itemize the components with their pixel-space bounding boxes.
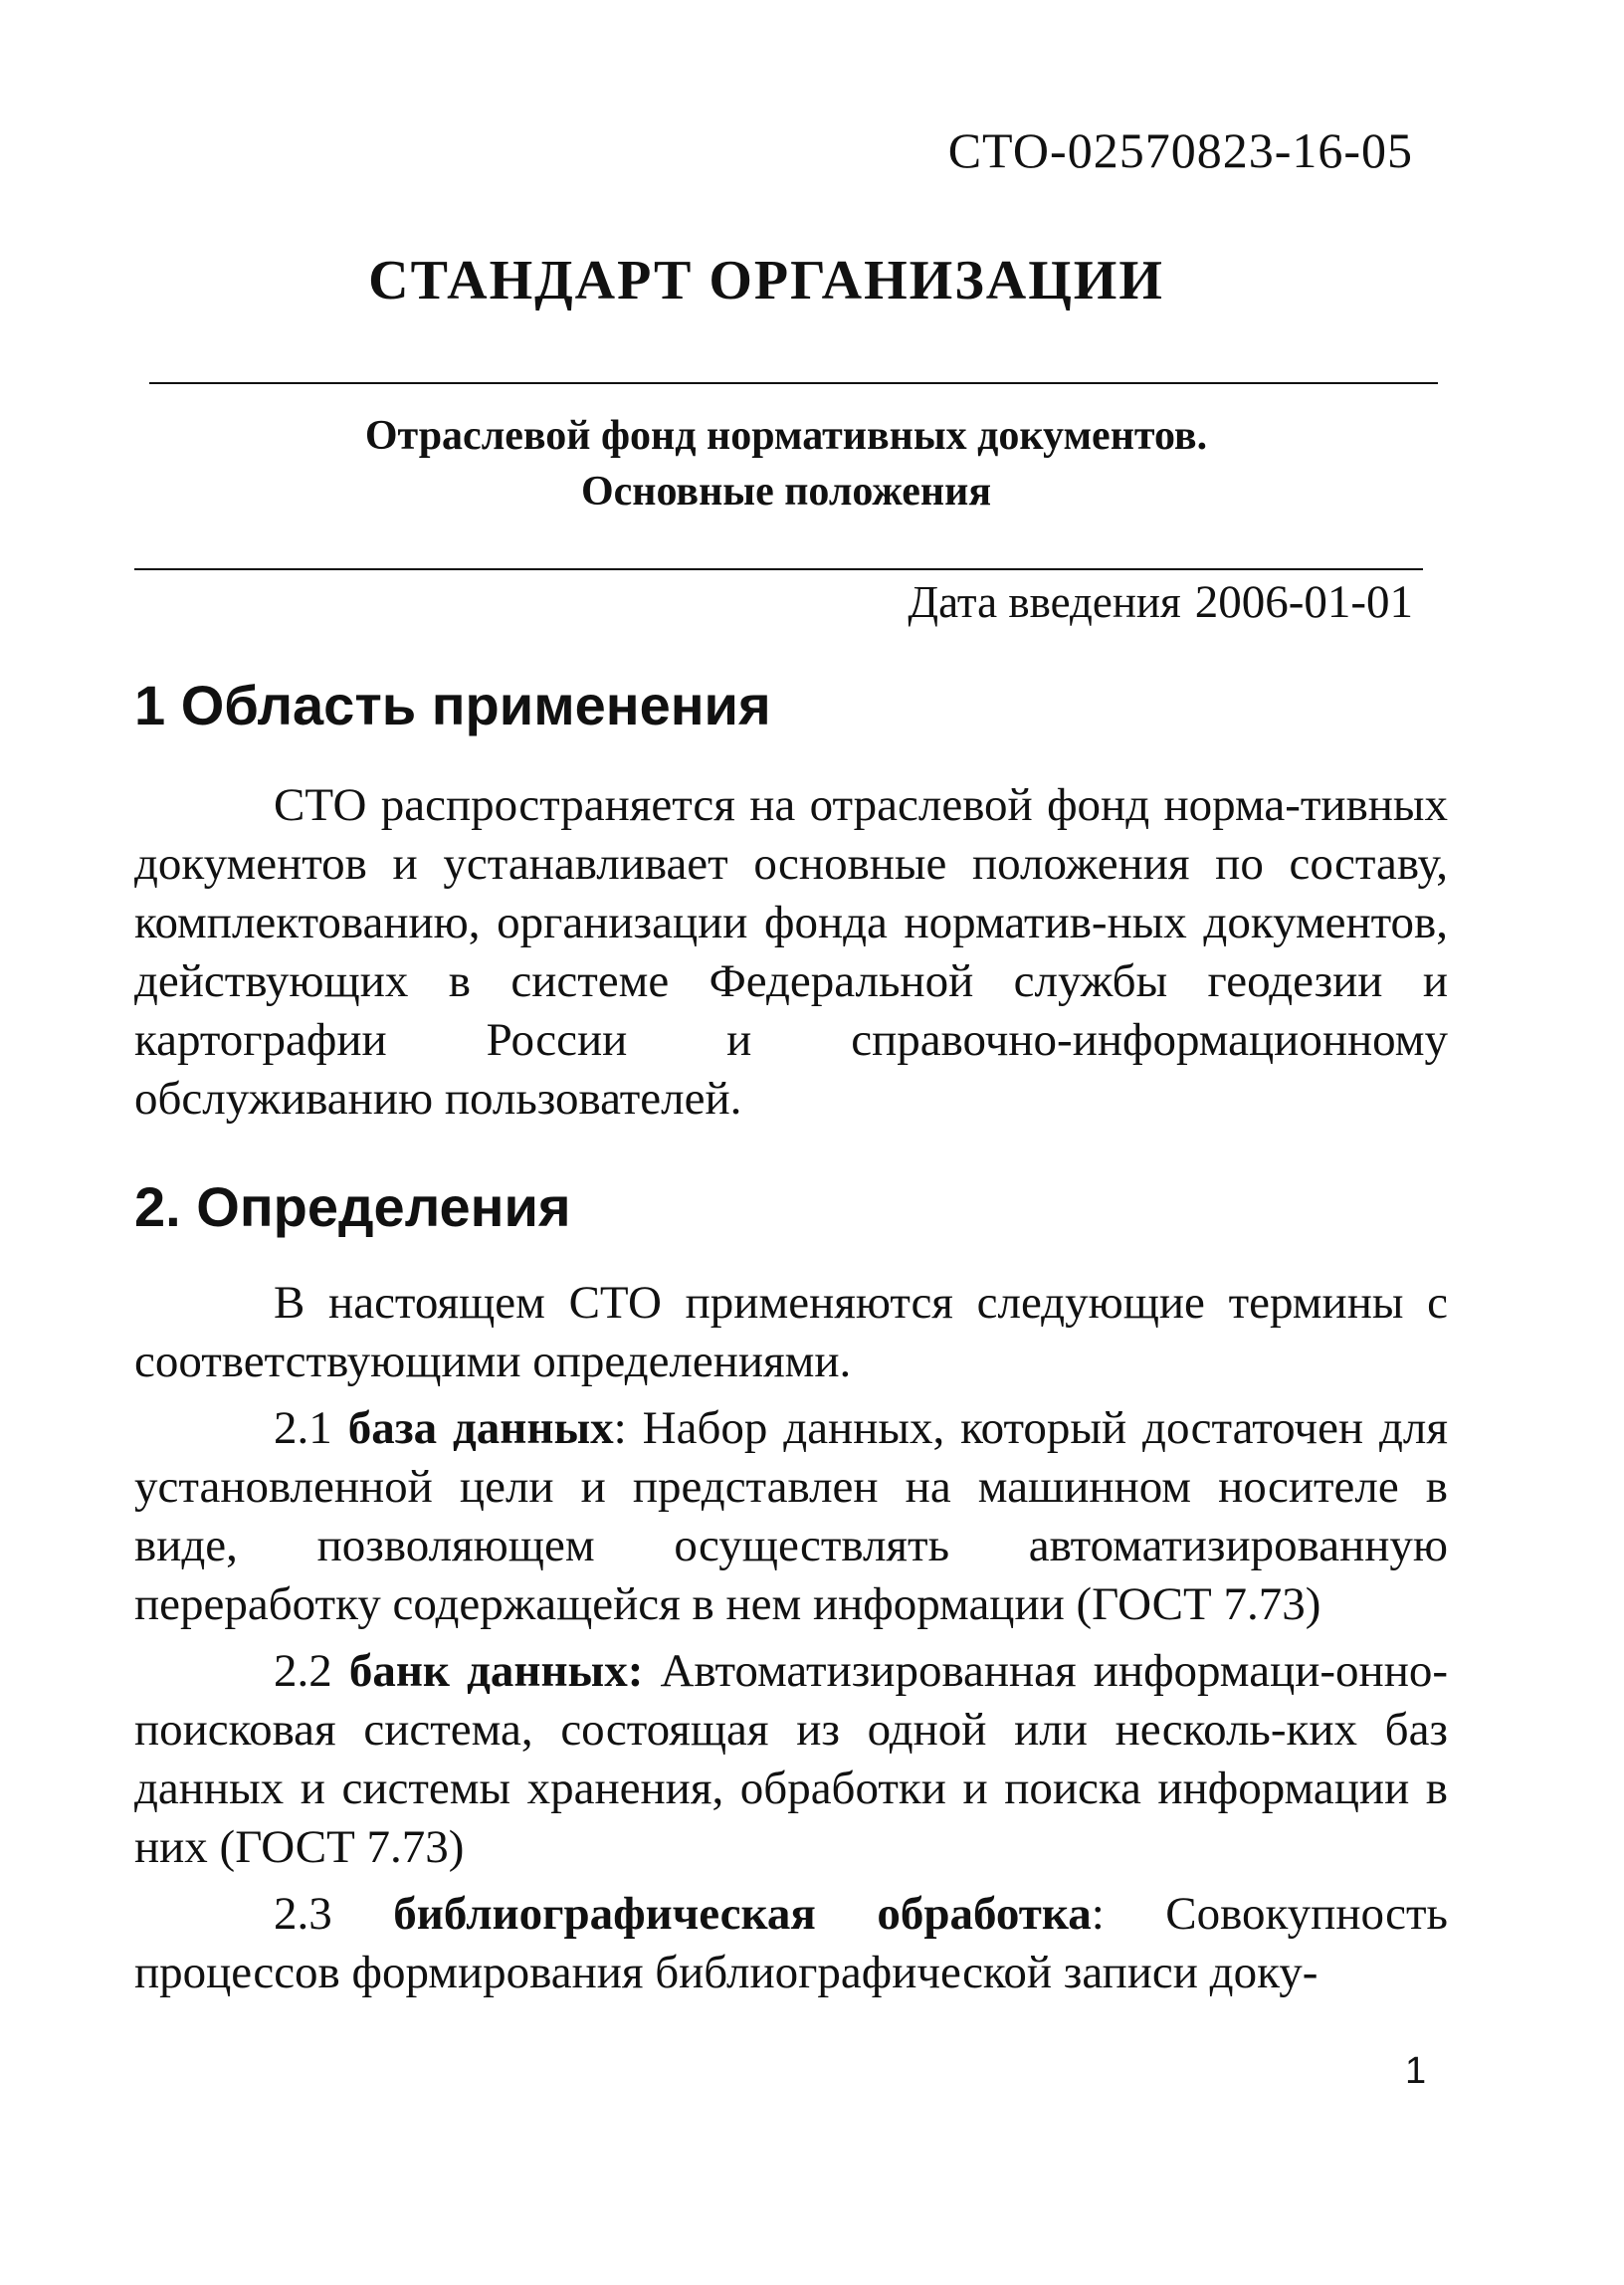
definition-separator: : — [613, 1402, 627, 1454]
section-2-intro: В настоящем СТО применяются следующие термины с соответствующими определениями. — [134, 1277, 1448, 1387]
definition-text: Совокупность процессов формирования библиографической записи доку- — [134, 1888, 1448, 1998]
top-rule — [149, 382, 1438, 384]
section-2-heading: 2. Определения — [134, 1175, 571, 1238]
definition-term: банк данных: — [348, 1645, 644, 1697]
section-1-paragraph: СТО распространяется на отраслевой фонд норма-тивных документов и устанавливает основные положения по составу, комплектованию, организации фонда норматив-ных документов, действующих в системе Федеральной службы геодезии и картографии России и справочно-информационному обслуживанию пользователей. — [134, 779, 1448, 1125]
definition-term: библиографическая обработка — [393, 1888, 1092, 1940]
definition-text: Автоматизированная информаци-онно-поисковая система, состоящая из одной или несколь-ких баз данных и системы хранения, обработки и поиска информации в них (ГОСТ 7.73) — [134, 1645, 1448, 1873]
subtitle-line-1: Отраслевой фонд нормативных документов. — [364, 413, 1208, 459]
subtitle-line-2: Основные положения — [580, 469, 992, 515]
definition-text: Набор данных, который достаточен для установленной цели и представлен на машинном носителе в виде, позволяющем осуществлять автоматизированную переработку содержащейся в нем информации (ГОСТ 7.73) — [134, 1402, 1448, 1630]
intro-date-value: 2006-01-01 — [1194, 576, 1413, 628]
introduction-date — [908, 575, 1413, 629]
definition-separator: : — [1091, 1888, 1105, 1940]
section-1-heading: 1 Область применения — [134, 674, 771, 736]
intro-date-label: Дата введения — [908, 577, 1181, 627]
definition-item — [134, 1399, 1448, 1634]
definition-item — [134, 1885, 1448, 2002]
page-number: 1 — [1405, 2050, 1427, 2092]
section-2-body — [134, 1274, 1448, 2002]
definition-number: 2.2 — [274, 1645, 332, 1697]
section-1-body — [134, 776, 1448, 1129]
definition-item — [134, 1642, 1448, 1877]
document-subtitle — [0, 408, 1572, 519]
definition-number: 2.1 — [274, 1402, 332, 1454]
definition-number: 2.3 — [274, 1888, 332, 1940]
standard-title: СТАНДАРТ ОРГАНИЗАЦИИ — [368, 250, 1164, 312]
document-code: СТО-02570823-16-05 — [947, 122, 1413, 178]
definition-term: база данных — [347, 1402, 614, 1454]
bottom-rule — [134, 568, 1423, 570]
